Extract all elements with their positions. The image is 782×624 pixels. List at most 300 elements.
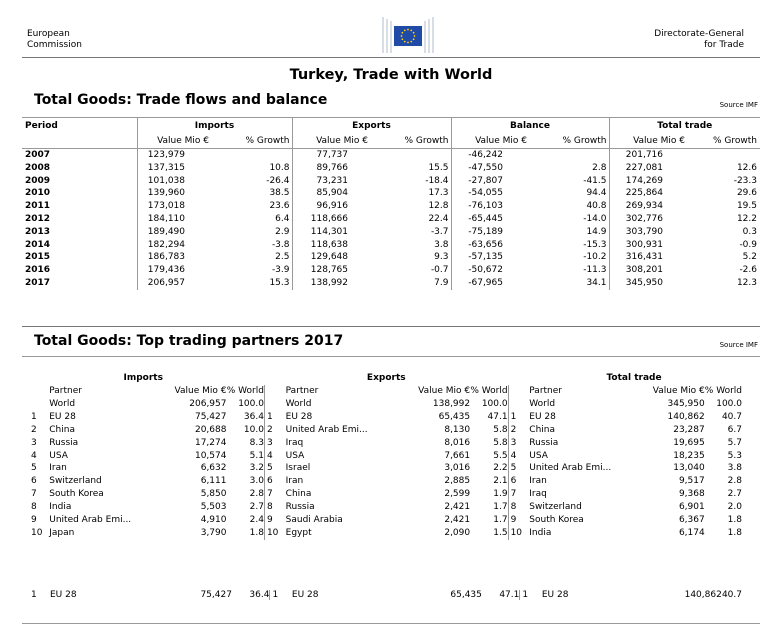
- table-cell: 3: [508, 437, 529, 450]
- table-cell: Saudi Arabia: [285, 515, 343, 526]
- table-row: [22, 175, 760, 188]
- table-cell: -10.2: [583, 252, 607, 263]
- header-rule: [22, 57, 760, 58]
- col-total-trade: Total trade: [609, 118, 760, 134]
- table-row: [22, 226, 760, 239]
- trade-flows-table: [22, 117, 760, 290]
- sub-partner: Partner: [529, 386, 562, 396]
- sub-value: Value Mio €: [174, 386, 227, 396]
- table-cell: -67,965: [451, 277, 527, 290]
- table-cell: 1.7: [493, 502, 508, 513]
- table-cell: 100.0: [238, 398, 264, 409]
- sub-partner: Partner: [285, 386, 319, 396]
- table-cell: 29.6: [736, 188, 757, 199]
- table-row: [22, 501, 760, 514]
- table-cell: 7,661: [444, 450, 471, 461]
- col-imports-partners: Imports: [123, 373, 163, 383]
- table-cell: 2.9: [275, 226, 290, 237]
- table-cell: 308,201: [609, 264, 685, 277]
- table-cell: [22, 398, 49, 411]
- table-cell: -18.4: [425, 175, 449, 186]
- table-cell: 101,038: [137, 175, 209, 188]
- sub-growth: % Growth: [685, 133, 760, 149]
- table-cell: -23.3: [733, 175, 757, 186]
- table-cell: 3: [31, 437, 37, 448]
- table-cell: [264, 398, 285, 411]
- table-cell: 138,992: [292, 277, 368, 290]
- table-row: [22, 488, 760, 501]
- table-cell: 269,934: [609, 200, 685, 213]
- table-cell: -41.5: [583, 175, 607, 186]
- table-cell: 14.9: [586, 226, 607, 237]
- table-cell: World: [49, 398, 76, 409]
- table-cell: 2.7: [727, 489, 742, 500]
- table-cell: 1.8: [249, 527, 264, 538]
- table-cell: 118,638: [292, 239, 368, 252]
- table-cell: 75,427: [194, 411, 227, 422]
- table-cell: [527, 149, 609, 162]
- page-title: Turkey, Trade with World: [289, 67, 493, 83]
- table-cell: 2014: [25, 239, 51, 250]
- table-cell: 34.1: [586, 277, 607, 288]
- table-cell: 2010: [25, 188, 51, 199]
- table-cell: 114,301: [292, 226, 368, 239]
- table-cell: 4: [508, 450, 529, 463]
- table-cell: 139,960: [137, 187, 209, 200]
- table-cell: United Arab Emi...: [285, 424, 368, 435]
- section-title-partners: Total Goods: Top trading partners 2017: [34, 333, 344, 349]
- table-cell: 118,666: [292, 213, 368, 226]
- table-cell: Israel: [285, 463, 311, 474]
- table-cell: 8: [31, 502, 37, 513]
- dg-line-2: for Trade: [704, 40, 744, 50]
- table-cell: Iran: [529, 476, 547, 487]
- table-cell: 123,979: [137, 149, 209, 162]
- table-cell: USA: [285, 450, 305, 461]
- source-note-2: Source IMF: [719, 341, 758, 349]
- table-cell: 12.3: [736, 277, 757, 288]
- table-row: [22, 424, 760, 437]
- table-cell: [368, 149, 451, 162]
- table-cell: 6,174: [678, 527, 705, 538]
- table-cell: 1: [264, 411, 285, 424]
- table-row: [22, 213, 760, 226]
- table-cell: Egypt: [285, 527, 312, 538]
- table-cell: 2: [31, 424, 37, 435]
- table-row: [22, 277, 760, 290]
- table-cell: EU 28: [291, 590, 319, 600]
- table-cell: 6,632: [200, 463, 227, 474]
- table-cell: 2.8: [592, 162, 607, 173]
- sub-value: Value Mio €: [609, 133, 685, 149]
- table-cell: 2,421: [444, 515, 471, 526]
- table-cell: 7: [264, 488, 285, 501]
- table-cell: -0.9: [739, 239, 757, 250]
- table-cell: 1.9: [493, 489, 508, 500]
- table-cell: 2: [264, 424, 285, 437]
- sub-value: Value Mio €: [292, 133, 368, 149]
- table-cell: 2017: [25, 277, 51, 288]
- flag-star: [410, 29, 412, 31]
- table-cell: -63,656: [451, 239, 527, 252]
- dg-name: [654, 29, 744, 51]
- table-cell: [209, 149, 292, 162]
- table-cell: 96,916: [292, 200, 368, 213]
- table-row: [22, 450, 760, 463]
- table-cell: 47.1: [487, 411, 508, 422]
- table-cell: 3.2: [249, 463, 264, 474]
- table-cell: 300,931: [609, 239, 685, 252]
- table-cell: -50,672: [451, 264, 527, 277]
- table-cell: 186,783: [137, 251, 209, 264]
- flag-star: [413, 32, 415, 34]
- table-cell: 20,688: [194, 424, 227, 435]
- table-cell: -14.0: [583, 213, 607, 224]
- table-cell: [508, 398, 529, 411]
- table-cell: 40.8: [586, 201, 607, 212]
- table-cell: 6.7: [727, 424, 742, 435]
- table-cell: 8,016: [444, 437, 471, 448]
- table-cell: EU 28: [49, 590, 77, 600]
- table-cell: 2012: [25, 213, 51, 224]
- table-row: [22, 200, 760, 213]
- table-cell: -65,445: [451, 213, 527, 226]
- flag-star: [404, 29, 406, 31]
- col-imports: Imports: [137, 118, 292, 134]
- table-cell: 1.8: [727, 527, 742, 538]
- table-cell: China: [49, 424, 75, 435]
- table-cell: 9: [508, 514, 529, 527]
- sub-world: % World: [226, 386, 264, 396]
- flag-star: [401, 32, 403, 34]
- table-cell: -54,055: [451, 187, 527, 200]
- table-cell: 6,367: [678, 515, 705, 526]
- flag-star: [410, 41, 412, 43]
- sub-world: % World: [470, 386, 508, 396]
- table-cell: 1: [31, 590, 37, 600]
- table-cell: 65,435: [438, 411, 471, 422]
- table-row: [22, 411, 760, 424]
- col-balance: Balance: [451, 118, 609, 134]
- table-cell: 3: [264, 437, 285, 450]
- table-cell: 5,503: [200, 502, 227, 513]
- table-cell: 85,904: [292, 187, 368, 200]
- table-cell: 2.4: [249, 515, 264, 526]
- table-cell: 15.5: [428, 162, 449, 173]
- table-cell: Iran: [285, 476, 304, 487]
- table-cell: United Arab Emi...: [529, 463, 612, 474]
- table-cell: 9: [31, 515, 37, 526]
- table-cell: 184,110: [137, 213, 209, 226]
- table-cell: 2.5: [275, 252, 290, 263]
- table-cell: 5,850: [200, 489, 227, 500]
- table-cell: -47,550: [451, 162, 527, 175]
- table-cell: 75,427: [200, 590, 232, 600]
- flag-star: [401, 35, 403, 37]
- table-cell: 4,910: [200, 515, 227, 526]
- table-cell: 345,950: [609, 277, 685, 290]
- table-cell: 0.3: [742, 226, 757, 237]
- table-cell: India: [529, 527, 552, 538]
- table-cell: 129,648: [292, 251, 368, 264]
- table-cell: 2011: [25, 201, 51, 212]
- flag-star: [401, 38, 403, 40]
- table-cell: 3.8: [434, 239, 449, 250]
- table-cell: 10: [31, 527, 43, 538]
- table-cell: 2009: [25, 175, 51, 186]
- table-cell: 8: [508, 501, 529, 514]
- table-cell: 17,274: [194, 437, 227, 448]
- sub-growth: % Growth: [209, 133, 292, 149]
- table-cell: 7: [31, 489, 37, 500]
- table-cell: 15.3: [269, 277, 290, 288]
- table-cell: 12.8: [428, 201, 449, 212]
- table-cell: 7.9: [434, 277, 449, 288]
- table-cell: 206,957: [137, 277, 209, 290]
- table-cell: 201,716: [609, 149, 685, 162]
- sub-value: Value Mio €: [418, 386, 471, 396]
- table-cell: 2016: [25, 265, 51, 276]
- table-cell: 10: [264, 527, 285, 540]
- table-cell: 302,776: [609, 213, 685, 226]
- table-cell: 12.6: [736, 162, 757, 173]
- table-cell: 5: [264, 462, 285, 475]
- table-cell: EU 28: [529, 411, 556, 422]
- table-cell: 38.5: [269, 188, 290, 199]
- table-cell: 4: [31, 450, 37, 461]
- table-cell: 8: [264, 501, 285, 514]
- table-cell: 6,901: [678, 502, 705, 513]
- table-cell: 89,766: [292, 162, 368, 175]
- section-rule: [22, 326, 760, 327]
- table-cell: 6: [31, 476, 37, 487]
- table-cell: -3.8: [271, 239, 290, 250]
- table-cell: India: [49, 502, 72, 513]
- table-row: [22, 527, 760, 540]
- table-row: [22, 475, 760, 488]
- table-cell: -3.9: [271, 265, 290, 276]
- table-cell: -57,135: [451, 251, 527, 264]
- table-cell: -0.7: [430, 265, 449, 276]
- table-cell: Russia: [49, 437, 79, 448]
- table-cell: 303,790: [609, 226, 685, 239]
- table-row: [22, 462, 760, 475]
- table-cell: 2.8: [727, 476, 742, 487]
- table-cell: 316,431: [609, 251, 685, 264]
- table-cell: -27,807: [451, 175, 527, 188]
- table-cell: 173,018: [137, 200, 209, 213]
- table-row: [22, 590, 760, 600]
- table-cell: -15.3: [583, 239, 607, 250]
- table-cell: 22.4: [428, 213, 449, 224]
- table-row: [22, 187, 760, 200]
- table-cell: 5.8: [493, 437, 508, 448]
- table-cell: 18,235: [673, 450, 705, 461]
- sub-partner: Partner: [49, 386, 82, 396]
- table-cell: EU 28: [541, 590, 569, 600]
- partners-table: [22, 371, 760, 540]
- table-row: [22, 239, 760, 252]
- table-cell: Switzerland: [49, 476, 102, 487]
- table-cell: 9: [264, 514, 285, 527]
- table-cell: 128,765: [292, 264, 368, 277]
- eu-flag-logo: [380, 17, 436, 53]
- table-cell: 1.5: [493, 527, 508, 538]
- dg-line-1: Directorate-General: [654, 29, 744, 39]
- table-cell: 3,790: [200, 527, 227, 538]
- table-cell: 2.1: [493, 476, 508, 487]
- table-cell: 137,315: [137, 162, 209, 175]
- org-line-1: European: [27, 29, 70, 39]
- flag-star: [407, 42, 409, 44]
- table-cell: 174,269: [609, 175, 685, 188]
- table-cell: 2,421: [444, 502, 471, 513]
- sub-value: Value Mio €: [137, 133, 209, 149]
- col-period: Period: [25, 120, 58, 131]
- table-cell: 10: [508, 527, 529, 540]
- sub-world: % World: [704, 386, 742, 396]
- table-cell: Switzerland: [529, 502, 582, 513]
- table-cell: 182,294: [137, 239, 209, 252]
- table-row: [22, 264, 760, 277]
- sub-growth: % Growth: [368, 133, 451, 149]
- table-cell: South Korea: [529, 515, 584, 526]
- table-cell: 10.8: [269, 162, 290, 173]
- table-cell: 2013: [25, 226, 51, 237]
- table-cell: Japan: [49, 527, 75, 538]
- table-cell: 5.3: [727, 450, 742, 461]
- table-cell: 10.0: [243, 424, 264, 435]
- table-cell: 2015: [25, 252, 51, 263]
- flag-star: [413, 38, 415, 40]
- table-cell: -75,189: [451, 226, 527, 239]
- table-cell: 140,862: [667, 411, 705, 422]
- table-cell: Russia: [529, 437, 559, 448]
- table-cell: 1.7: [493, 515, 508, 526]
- org-line-2: Commission: [27, 40, 82, 50]
- table-cell: 206,957: [189, 398, 227, 409]
- table-cell: 5: [508, 462, 529, 475]
- table-cell: 227,081: [609, 162, 685, 175]
- table-cell: 6: [264, 475, 285, 488]
- table-cell: 5: [31, 463, 37, 474]
- flag-star: [414, 35, 416, 37]
- table-cell: Iraq: [285, 437, 304, 448]
- table-cell: -11.3: [583, 265, 607, 276]
- table-cell: EU 28: [285, 411, 313, 422]
- col-total-partners: Total trade: [606, 373, 662, 383]
- table-row: [22, 398, 760, 411]
- table-cell: -3.7: [430, 226, 449, 237]
- table-cell: 2,599: [444, 489, 471, 500]
- table-cell: 6: [508, 475, 529, 488]
- table-cell: 1: [31, 411, 37, 422]
- table-cell: 40.7: [721, 411, 742, 422]
- table-cell: 2.0: [727, 502, 742, 513]
- table-row: [22, 251, 760, 264]
- table-cell: 5.8: [493, 424, 508, 435]
- table-cell: 179,436: [137, 264, 209, 277]
- table-row: [22, 437, 760, 450]
- table-cell: 23,287: [673, 424, 705, 435]
- sub-value: Value Mio €: [451, 133, 527, 149]
- source-note-1: Source IMF: [719, 101, 758, 109]
- table-cell: 10,574: [194, 450, 227, 461]
- table-cell: 5.5: [493, 450, 508, 461]
- table-cell: 40.7: [721, 590, 742, 600]
- table-cell: USA: [49, 450, 68, 461]
- table-cell: -76,103: [451, 200, 527, 213]
- table-cell: 9,517: [678, 476, 705, 487]
- table-cell: United Arab Emi...: [49, 515, 132, 526]
- table-cell: 8.3: [249, 437, 264, 448]
- table-row: [22, 162, 760, 175]
- table-cell: Iraq: [529, 489, 547, 500]
- table-cell: 140,862: [684, 590, 722, 600]
- table-cell: China: [529, 424, 555, 435]
- sub-growth: % Growth: [527, 133, 609, 149]
- table-row: [22, 514, 760, 527]
- table-cell: 9.3: [434, 252, 449, 263]
- table-cell: 8,130: [444, 424, 471, 435]
- table-cell: World: [285, 398, 312, 409]
- table-row: [22, 149, 760, 162]
- table-cell: 3.0: [249, 476, 264, 487]
- table-cell: 5.2: [742, 252, 757, 263]
- table-cell: 6,111: [200, 476, 227, 487]
- table-cell: 2.2: [493, 463, 508, 474]
- table-cell: 19.5: [736, 201, 757, 212]
- flag-star: [407, 29, 409, 31]
- flag-star: [404, 41, 406, 43]
- table-cell: -46,242: [451, 149, 527, 162]
- table-cell: 73,231: [292, 175, 368, 188]
- table-cell: Iran: [49, 463, 67, 474]
- table-cell: 13,040: [673, 463, 705, 474]
- table-cell: World: [529, 398, 556, 409]
- table-cell: 77,737: [292, 149, 368, 162]
- table-cell: 138,992: [432, 398, 471, 409]
- table-cell: 3,016: [444, 463, 471, 474]
- table-cell: 17.3: [428, 188, 449, 199]
- table-cell: 6.4: [275, 213, 290, 224]
- table-cell: 225,864: [609, 187, 685, 200]
- table-cell: 100.0: [481, 398, 508, 409]
- table-cell: 2,885: [444, 476, 471, 487]
- table-cell: 7: [508, 488, 529, 501]
- table-cell: 4: [264, 450, 285, 463]
- table-cell: 1.8: [727, 515, 742, 526]
- table-cell: 9,368: [678, 489, 705, 500]
- table-cell: China: [285, 489, 312, 500]
- col-exports-partners: Exports: [366, 373, 406, 383]
- table-cell: 1: [270, 590, 292, 600]
- table-cell: 2.8: [249, 489, 264, 500]
- table-cell: [685, 149, 760, 162]
- table-cell: 19,695: [673, 437, 705, 448]
- table-cell: 1: [520, 590, 542, 600]
- table-cell: 12.2: [736, 213, 757, 224]
- partners-footer-row: [22, 590, 760, 600]
- table-cell: Russia: [285, 502, 315, 513]
- table-cell: 2008: [25, 162, 51, 173]
- section-title-trade-flows: Total Goods: Trade flows and balance: [34, 92, 328, 108]
- table-cell: 65,435: [450, 590, 482, 600]
- col-exports: Exports: [292, 118, 451, 134]
- table-cell: 47.1: [499, 590, 520, 600]
- table-cell: 3.8: [727, 463, 742, 474]
- sub-value: Value Mio €: [652, 386, 705, 396]
